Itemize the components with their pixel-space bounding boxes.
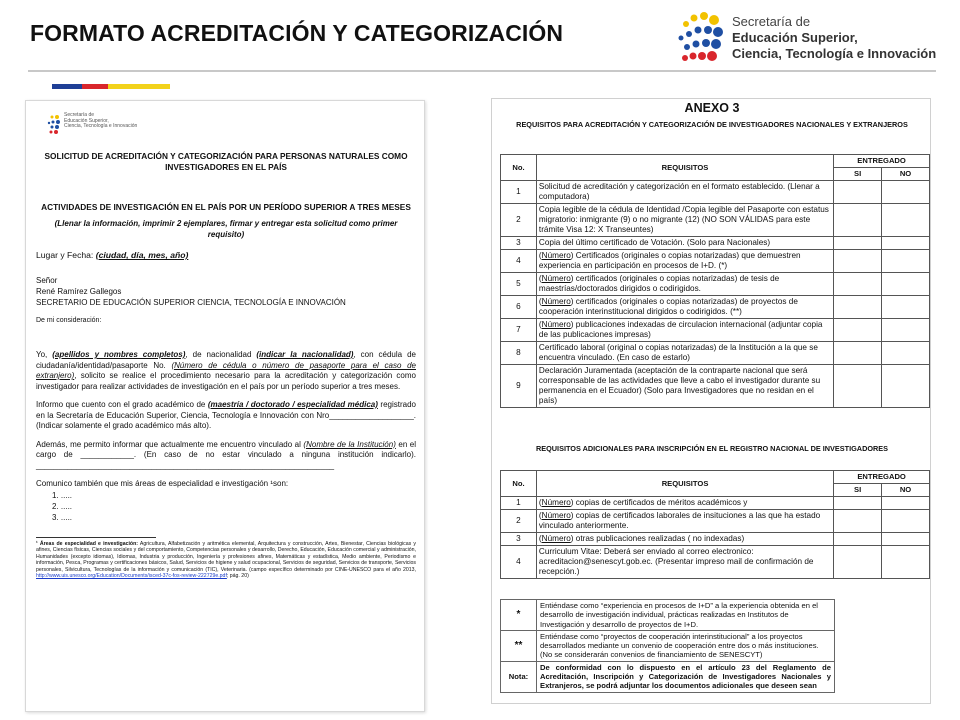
- requirement-text: (Número) certificados (originales o copias notarizadas) de proyectos de cooperación interinstitucional dirigidos o codirigidos. (**): [536, 296, 833, 319]
- delivered-no-cell[interactable]: [882, 319, 930, 342]
- annex-title: ANEXO 3: [684, 101, 740, 115]
- delivered-no-cell[interactable]: [882, 510, 930, 533]
- logo-line-1: Secretaría de: [732, 14, 811, 29]
- col-header-delivered: ENTREGADO: [834, 471, 930, 484]
- requirement-number: 3: [501, 533, 537, 546]
- requirement-text: Copia del último certificado de Votación. (Solo para Nacionales): [536, 237, 833, 250]
- requirements-table: [500, 154, 930, 408]
- delivered-no-cell[interactable]: [882, 342, 930, 365]
- delivered-si-cell[interactable]: [834, 319, 882, 342]
- requirement-text: Certificado laboral (original o copias notarizadas) de la Institución a la que se encuentra vinculado. (En caso de estarlo): [536, 342, 833, 365]
- greeting: De mi consideración:: [36, 316, 102, 324]
- requirement-text: (Número) Certificados (originales o copias notarizadas) que demuestren experiencia en participación en procesos de I+D. (*): [536, 250, 833, 273]
- flag-stripe-red: [82, 84, 108, 89]
- header-divider: [28, 70, 936, 72]
- requirement-row: [501, 237, 930, 250]
- flag-stripe-yellow: [108, 84, 170, 89]
- requirement-row: [501, 296, 930, 319]
- place-date-placeholder: (ciudad, día, mes, año): [95, 250, 189, 260]
- delivered-no-cell[interactable]: [882, 533, 930, 546]
- requirement-number: 4: [501, 250, 537, 273]
- flag-stripe-blue: [52, 84, 82, 89]
- col-header-no-delivered: NO: [882, 168, 930, 181]
- letter-title: SOLICITUD DE ACREDITACIÓN Y CATEGORIZACIÓN PARA PERSONAS NATURALES COMO INVESTIGADORES EN EL PAÍS: [44, 151, 408, 172]
- requirement-row: [501, 342, 930, 365]
- research-area-item: 2. .....: [52, 501, 73, 511]
- delivered-no-cell[interactable]: [882, 497, 930, 510]
- recipient-salutation: Señor: [36, 275, 58, 285]
- col-header-si: SI: [834, 484, 882, 497]
- footnote-link[interactable]: http://www.uis.unesco.org/Education/Documents/isced-37c-fos-review-222729e.pdf: [36, 573, 227, 579]
- delivered-si-cell[interactable]: [834, 250, 882, 273]
- recipient-name: René Ramírez Gallegos: [36, 286, 122, 296]
- delivered-si-cell[interactable]: [834, 533, 882, 546]
- requirement-row: [501, 533, 930, 546]
- secretaria-logo: [672, 10, 937, 70]
- letter-logo-line-1: Secretaría de: [64, 112, 95, 118]
- letter-logo: [46, 113, 186, 137]
- delivered-no-cell[interactable]: [882, 237, 930, 250]
- requirement-row: [501, 319, 930, 342]
- annex-3-document: [491, 98, 931, 704]
- requirement-number: 7: [501, 319, 537, 342]
- requirement-text: (Número) certificados (originales o copias notarizadas) de tesis de maestrías/doctorados dirigidos o codirigidos.: [536, 273, 833, 296]
- col-header-requirements: REQUISITOS: [536, 471, 833, 497]
- requirement-row: [501, 546, 930, 579]
- requirement-number: 2: [501, 204, 537, 237]
- letter-logo-line-2: Educación Superior,: [64, 117, 109, 124]
- delivered-si-cell[interactable]: [834, 273, 882, 296]
- research-area-item: 3. .....: [52, 512, 73, 522]
- requirement-number: 1: [501, 497, 537, 510]
- paragraph-research-areas: Comunico también que mis áreas de especialidad e investigación ¹son:: [36, 479, 289, 488]
- delivered-si-cell[interactable]: [834, 296, 882, 319]
- additional-requirements-table: [500, 470, 930, 579]
- col-header-delivered: ENTREGADO: [834, 155, 930, 168]
- delivered-si-cell[interactable]: [834, 204, 882, 237]
- delivered-no-cell[interactable]: [882, 365, 930, 408]
- requirement-text: (Número) copias de certificados de méritos académicos y: [536, 497, 833, 510]
- delivered-si-cell[interactable]: [834, 546, 882, 579]
- requirement-row: [501, 510, 930, 533]
- requirement-row: [501, 204, 930, 237]
- paragraph-institution: Además, me permito informar que actualmente me encuentro vinculado al (Nombre de la Institución) en el cargo de ____________. (En caso de no estar vinculado a ninguna institución indicarlo). ___________________________________________________________________: [36, 439, 417, 470]
- col-header-no-delivered: NO: [882, 484, 930, 497]
- requirement-text: (Número) otras publicaciones realizadas ( no indexadas): [536, 533, 833, 546]
- annex-subtitle-additional: REQUISITOS ADICIONALES PARA INSCRIPCIÓN EN EL REGISTRO NACIONAL DE INVESTIGADORES: [535, 444, 889, 453]
- letter-logo-line-3: Ciencia, Tecnología e Innovación: [64, 123, 138, 129]
- letter-logo-dots-icon: [46, 113, 62, 135]
- delivered-si-cell[interactable]: [834, 237, 882, 250]
- delivered-no-cell[interactable]: [882, 204, 930, 237]
- requirement-row: [501, 497, 930, 510]
- requirement-number: 1: [501, 181, 537, 204]
- letter-instructions: (Llenar la información, imprimir 2 ejemplares, firmar y entregar esta solicitud como primer requisito): [54, 219, 398, 239]
- requirement-row: [501, 365, 930, 408]
- logo-line-2: Educación Superior,: [732, 30, 858, 45]
- annex-subtitle-main: REQUISITOS PARA ACREDITACIÓN Y CATEGORIZACIÓN DE INVESTIGADORES NACIONALES Y EXTRANJEROS: [516, 120, 908, 129]
- delivered-no-cell[interactable]: [882, 250, 930, 273]
- note-text: Entiéndase como “experiencia en procesos de I+D” a la experiencia obtenida en el desarrollo de investigación individual, prácticas realizadas en Institutos de Investigación y desarrollo de proyectos de I+D.: [537, 600, 835, 631]
- recipient-position: SECRETARIO DE EDUCACIÓN SUPERIOR CIENCIA, TECNOLOGÍA E INNOVACIÓN: [36, 297, 346, 307]
- col-header-si: SI: [834, 168, 882, 181]
- delivered-no-cell[interactable]: [882, 273, 930, 296]
- requirement-row: [501, 181, 930, 204]
- recipient-block: [36, 275, 416, 308]
- requirement-row: [501, 273, 930, 296]
- requirement-number: 4: [501, 546, 537, 579]
- col-header-no: No.: [501, 471, 537, 497]
- requirement-text: (Número) copias de certificados laborales de insituciones a las que ha estado vinculado anteriormente.: [536, 510, 833, 533]
- research-area-item: 1. .....: [52, 490, 73, 500]
- requirement-text: Solicitud de acreditación y categorización en el formato establecido. (Llenar a computadora): [536, 181, 833, 204]
- request-letter-document: [25, 100, 425, 712]
- paragraph-academic-degree: Informo que cuento con el grado académico de (maestría / doctorado / especialidad médica) registrado en la Secretaría de Educación Superior, Ciencia, Tecnología e Innovación con Nro___________________. (Indicar solamente el grado académico más alto).: [36, 400, 417, 430]
- footnote-rule: [36, 537, 156, 538]
- delivered-si-cell[interactable]: [834, 365, 882, 408]
- requirement-number: 9: [501, 365, 537, 408]
- requirement-number: 2: [501, 510, 537, 533]
- logo-line-3: Ciencia, Tecnología e Innovación: [732, 46, 937, 61]
- note-symbol: **: [501, 630, 537, 661]
- requirement-number: 3: [501, 237, 537, 250]
- delivered-no-cell[interactable]: [882, 296, 930, 319]
- note-label: Nota:: [501, 661, 537, 692]
- slide-title: FORMATO ACREDITACIÓN Y CATEGORIZACIÓN: [30, 20, 564, 46]
- delivered-no-cell[interactable]: [882, 546, 930, 579]
- requirement-text: Declaración Juramentada (aceptación de la contraparte nacional que será corresponsable de las actividades que lleve a cabo el investigador durante su permanencia en el Ecuador) (Solo para Investigadores que no residan en el país): [536, 365, 833, 408]
- notes-table: [500, 599, 835, 693]
- delivered-si-cell[interactable]: [834, 497, 882, 510]
- requirement-number: 5: [501, 273, 537, 296]
- note-legal-text: De conformidad con lo dispuesto en el artículo 23 del Reglamento de Acreditación, Inscripción y Categorización de Investigadores Nacionales y Extranjeros, se podrá adjuntar los documentos adicionales que deseen sean: [537, 661, 835, 692]
- logo-dots-icon: [672, 10, 728, 70]
- note-text: Entiéndase como “proyectos de cooperación interinstitucional” a los proyectos desarrollados mediante un convenio de cooperación entre dos o más instituciones. (No se considerarán convenios de financiamiento de SENESCYT): [537, 630, 835, 661]
- place-date-line: Lugar y Fecha: (ciudad, día, mes, año): [36, 250, 189, 260]
- col-header-no: No.: [501, 155, 537, 181]
- note-symbol: *: [501, 600, 537, 631]
- requirement-row: [501, 250, 930, 273]
- requirement-number: 8: [501, 342, 537, 365]
- footnote: ¹ Áreas de especialidad e investigación: Agricultura, Alfabetización y aritmética elemental, Arquitectura y construcción, Artes, Bienestar, Ciencias biológicas y afines, Ciencias físicas, Ciencias sociales y del comportamiento, Competencias personales y desarrollo, Derecho, Educación, Educación comercial y administración, Humanidades (excepto idiomas), Idiomas, Industria y producción, Ingeniería y profesiones afines, Matemáticas y estadística, Medio ambiente, Periodismo e información, Pesca, Programas y certificaciones básicos, Salud, Servicios de higiene y salud ocupacional, Servicios de seguridad, Servicios de transporte, Servicios personales, Silvicultura, Tecnologías de la información y comunicación (TIC), Veterinaria. (campo específico determinado por CINE-UNESCO para el año 2013, http://www.uis.unesco.org/Education/Documents/isced-37c-fos-review-222729e.pdf; pág. 20): [36, 540, 417, 579]
- delivered-si-cell[interactable]: [834, 181, 882, 204]
- delivered-si-cell[interactable]: [834, 342, 882, 365]
- col-header-requirements: REQUISITOS: [536, 155, 833, 181]
- paragraph-identity: Yo, (apellidos y nombres completos), de nacionalidad (indicar la nacionalidad), con cédula de ciudadanía/identidad/pasaporte No. (Número de cédula o número de pasaporte para el caso de extranjero), solicito se realice el procedimiento necesario para la acreditación y categorización como investigador para realizar actividades de investigación en el país por un período superior a tres meses.: [36, 350, 416, 391]
- requirement-number: 6: [501, 296, 537, 319]
- requirement-text: Curriculum Vitae: Deberá ser enviado al correo electronico: acreditacion@senescyt.gob.ec. (Presentar impreso mail de confirmación de recepción.): [536, 546, 833, 579]
- requirement-text: (Número) publicaciones indexadas de circulacion internacional (adjuntar copia de las publicaciones impresas): [536, 319, 833, 342]
- delivered-no-cell[interactable]: [882, 181, 930, 204]
- letter-subtitle: ACTIVIDADES DE INVESTIGACIÓN EN EL PAÍS POR UN PERÍODO SUPERIOR A TRES MESES: [41, 202, 411, 212]
- delivered-si-cell[interactable]: [834, 510, 882, 533]
- requirement-text: Copia legible de la cédula de Identidad /Copia legible del Pasaporte con estatus migratorio: inmigrante (9) o no migrante (12) (NO SON VÁLIDAS para este trámite Visa 12: X Transeuntes): [536, 204, 833, 237]
